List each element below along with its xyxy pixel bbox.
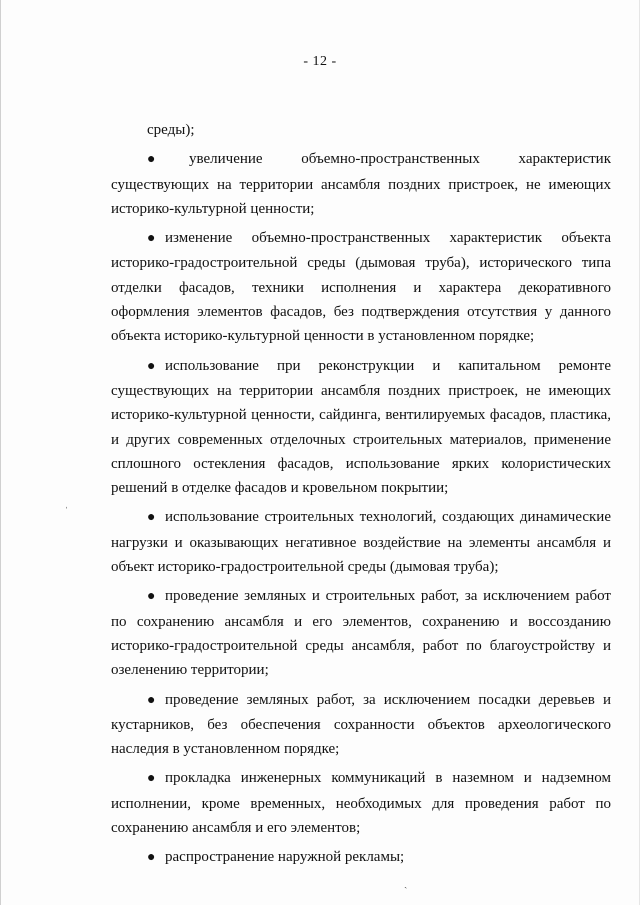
text-paragraph — [111, 118, 611, 142]
line-text: распространение наружной рекламы; — [165, 849, 405, 866]
text-line — [111, 713, 611, 737]
line-text: по сохранению ансамбля и его элементов, сохранению и воссозданию — [111, 613, 611, 630]
line-text: исполнении, кроме временных, необходимых для проведения работ по — [111, 795, 611, 812]
line-text: решений в отделке фасадов и кровельном покрытии; — [111, 480, 449, 497]
bullet-icon: ● — [147, 589, 156, 605]
bullet-paragraph — [111, 354, 611, 501]
line-text: изменение объемно-пространственных характеристик объекта — [165, 230, 611, 247]
text-line — [111, 634, 611, 658]
line-text: среды); — [147, 122, 195, 138]
bullet-paragraph — [111, 147, 611, 221]
line-text: использование строительных технологий, создающих динамические — [165, 509, 611, 526]
text-line — [111, 792, 611, 816]
text-line — [111, 276, 611, 300]
line-text: объекта историко-культурной ценности в установленном порядке; — [111, 328, 535, 345]
bullet-icon: ● — [147, 850, 156, 866]
text-line — [111, 816, 611, 840]
line-text: нагрузки и оказывающих негативное воздействие на элементы ансамбля и — [111, 534, 611, 551]
bullet-paragraph — [111, 845, 611, 870]
line-text: историко-градостроительной среды ансамбля, работ по благоустройству и — [111, 637, 611, 654]
line-text: увеличение объемно-пространственных характеристик — [189, 151, 611, 168]
text-line — [111, 251, 611, 275]
text-line — [111, 584, 611, 609]
text-line — [111, 452, 611, 476]
page-number: - 12 - — [303, 54, 337, 69]
scan-speck: ˌ — [65, 498, 69, 509]
text-line — [111, 610, 611, 634]
line-text: сохранению ансамбля и его элементов; — [111, 820, 361, 837]
text-line — [111, 658, 611, 682]
scan-speck: ˎ — [404, 878, 408, 889]
text-line — [111, 531, 611, 555]
text-line — [111, 555, 611, 579]
text-line — [111, 403, 611, 427]
line-text: наследия в установленном порядке; — [111, 741, 340, 758]
line-text: озеленению территории; — [111, 662, 269, 679]
bullet-icon: ● — [147, 358, 156, 374]
text-line — [111, 173, 611, 197]
line-text: существующих на территории ансамбля поздних пристроек, не имеющих — [111, 382, 611, 399]
line-text: использование при реконструкции и капитальном ремонте — [165, 357, 611, 374]
bullet-icon: ● — [147, 152, 156, 168]
text-line — [111, 324, 611, 348]
text-line — [111, 300, 611, 324]
text-line — [111, 147, 611, 172]
line-text: кустарников, без обеспечения сохранности объектов археологического — [111, 716, 611, 733]
line-text: проведение земляных работ, за исключением посадки деревьев и — [165, 691, 611, 708]
bullet-paragraph — [111, 688, 611, 762]
text-line — [111, 737, 611, 761]
bullet-paragraph — [111, 226, 611, 348]
line-text: историко-культурной ценности, сайдинга, вентилируемых фасадов, пластика, — [111, 407, 611, 424]
line-text: историко-градостроительной среды (дымовая труба), исторического типа — [111, 255, 611, 272]
bullet-icon: ● — [147, 692, 156, 708]
bullet-paragraph — [111, 505, 611, 579]
line-text: существующих на территории ансамбля поздних пристроек, не имеющих — [111, 176, 611, 193]
line-text: отделки фасадов, техники исполнения и характера декоративного — [111, 279, 611, 296]
bullet-icon: ● — [147, 510, 156, 526]
text-line — [111, 379, 611, 403]
text-line — [111, 118, 611, 142]
line-text: оформления элементов фасадов, без подтверждения отсутствия у данного — [111, 304, 611, 321]
document-body — [111, 118, 611, 876]
line-text: и других современных отделочных строительных материалов, применение — [111, 431, 611, 448]
text-line — [111, 845, 611, 870]
text-line — [111, 197, 611, 221]
text-line — [111, 476, 611, 500]
text-line — [111, 505, 611, 530]
line-text: сплошного остекления фасадов, использование ярких колористических — [111, 455, 611, 472]
line-text: историко-культурной ценности; — [111, 200, 315, 217]
text-line — [111, 688, 611, 713]
text-line — [111, 354, 611, 379]
text-line — [111, 766, 611, 791]
bullet-paragraph — [111, 766, 611, 840]
bullet-icon: ● — [147, 771, 156, 787]
line-text: объект историко-градостроительной среды (дымовая труба); — [111, 559, 499, 576]
line-text: прокладка инженерных коммуникаций в наземном и надземном — [165, 770, 611, 787]
text-line — [111, 428, 611, 452]
line-text: проведение земляных и строительных работ, за исключением работ — [165, 588, 611, 605]
text-line — [111, 226, 611, 251]
bullet-icon: ● — [147, 231, 156, 247]
bullet-paragraph — [111, 584, 611, 682]
